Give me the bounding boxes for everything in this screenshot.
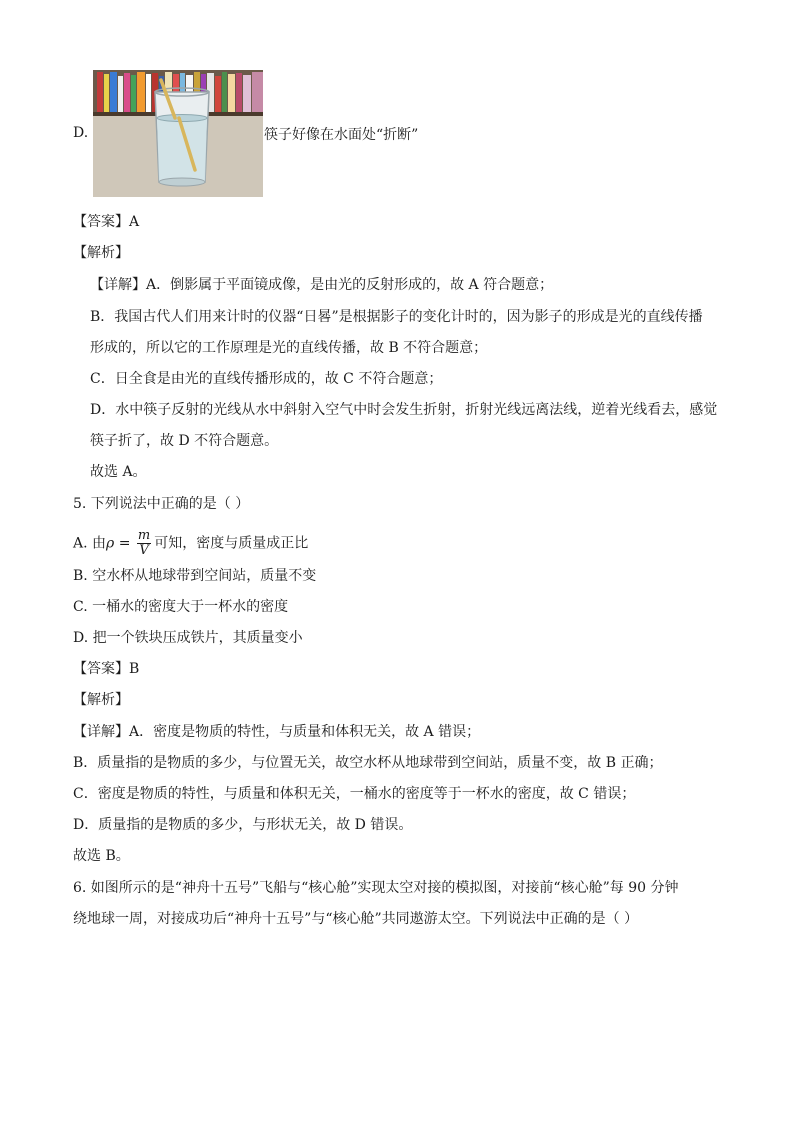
fraction-numerator: m bbox=[137, 528, 151, 543]
option-d-text: 筷子好像在水面处“折断” bbox=[264, 127, 419, 143]
q5-option-a bbox=[73, 529, 308, 558]
q4-detail-line: C．日全食是由光的直线传播形成的，故 C 不符合题意； bbox=[90, 371, 443, 387]
q4-detail-line: 形成的，所以它的工作原理是光的直线传播，故 B 不符合题意； bbox=[90, 340, 488, 356]
q5-answer: 【答案】B bbox=[73, 661, 140, 677]
q4-detail-line: 筷子折了，故 D 不符合题意。 bbox=[90, 433, 279, 449]
equals-sign: = bbox=[114, 535, 135, 552]
q5-option-a-suffix: 可知，密度与质量成正比 bbox=[154, 535, 309, 552]
q4-detail-line: D．水中筷子反射的光线从水中斜射入空气中时会发生折射，折射光线远离法线，逆着光线看去，感觉 bbox=[90, 402, 718, 418]
q4-conclusion: 故选 A。 bbox=[90, 464, 147, 480]
q5-stem: 5. 下列说法中正确的是（ ） bbox=[73, 496, 250, 512]
q5-option-b: B. 空水杯从地球带到空间站，质量不变 bbox=[73, 568, 317, 584]
q5-option-c: C. 一桶水的密度大于一杯水的密度 bbox=[73, 599, 289, 615]
q4-detail-line: B．我国古代人们用来计时的仪器“日晷”是根据影子的变化计时的，因为影子的形成是光的直线传播 bbox=[90, 309, 703, 325]
density-fraction bbox=[137, 529, 151, 558]
q4-detail-line: 【详解】A．倒影属于平面镜成像，是由光的反射形成的，故 A 符合题意； bbox=[90, 277, 554, 293]
q5-option-a-prefix: A. 由 bbox=[73, 535, 107, 552]
q4-answer: 【答案】A bbox=[73, 214, 140, 230]
q5-detail-line: B．质量指的是物质的多少，与位置无关，故空水杯从地球带到空间站，质量不变，故 B 正确； bbox=[73, 755, 663, 771]
q5-detail-line: 【详解】A．密度是物质的特性，与质量和体积无关，故 A 错误； bbox=[73, 724, 481, 740]
option-d-label: D. bbox=[73, 125, 89, 141]
q6-stem-line2: 绕地球一周，对接成功后“神舟十五号”与“核心舱”共同遨游太空。下列说法中正确的是（ ） bbox=[73, 911, 639, 927]
q4-analysis-title: 【解析】 bbox=[73, 245, 129, 261]
q5-conclusion: 故选 B。 bbox=[73, 848, 130, 864]
q5-analysis-title: 【解析】 bbox=[73, 692, 129, 708]
q5-detail-line: C．密度是物质的特性，与质量和体积无关，一桶水的密度等于一杯水的密度，故 C 错误； bbox=[73, 786, 636, 802]
q6-stem-line1: 6. 如图所示的是“神舟十五号”飞船与“核心舱”实现太空对接的模拟图，对接前“核心舱”每 90 分钟 bbox=[73, 880, 679, 896]
fraction-denominator: V bbox=[139, 543, 149, 558]
q5-option-d: D. 把一个铁块压成铁片，其质量变小 bbox=[73, 630, 303, 646]
q5-detail-line: D．质量指的是物质的多少，与形状无关，故 D 错误。 bbox=[73, 817, 413, 833]
glass-chopstick-photo bbox=[93, 70, 263, 197]
density-symbol: ρ bbox=[106, 535, 115, 552]
